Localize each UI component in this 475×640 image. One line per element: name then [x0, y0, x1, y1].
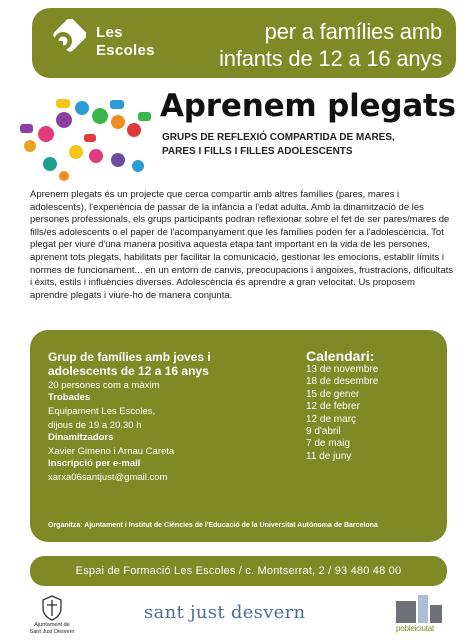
- ajuntament-logo: [18, 595, 86, 635]
- logo-line-2: Escoles: [96, 42, 155, 59]
- registration-label: Inscripció per e-mail: [48, 458, 141, 469]
- info-box: [30, 330, 447, 542]
- calendar-date: 12 de febrer: [306, 401, 360, 413]
- subtitle: [162, 131, 462, 159]
- pobleiciutat-wordmark: pobleiciutat: [396, 624, 435, 633]
- calendar-date: 11 de juny: [306, 450, 352, 462]
- group-title-line-2: adolescents de 12 a 16 anys: [48, 364, 209, 378]
- intro-paragraph: Aprenem plegats és un projecte que cerca compartir amb altres famílies (pares, mares i adolescents), l'experiència de passar de la infància a l'edat adulta. Amb la dinamització de les persones professionals, els grups participants podran reflexionar sobre el fet de ser pares/mares de fills/es adolescents o el paper de l'acompanyament que les famílies poden fer a l'adolescència. Tot plegat per viure d'una manera positiva aquesta etapa tant important en la vida de les persones, aprenent tots plegats, habilitats per facilitar la comunicació, gestionar les emocions, establir límits i normes de funcionament... en un entorn de canvis, preocupacions i angoixes, frustracions, dificultats i èxits, estils i influències diverses. Adolescència és aprendre a gran velocitat. Us proposem aprendre plegats i viure-ho de manera conjunta.: [30, 189, 453, 301]
- meetings-label: Trobades: [48, 392, 91, 403]
- group-title-line-1: Grup de famílies amb joves i: [48, 350, 211, 364]
- les-escoles-logo-icon: [40, 19, 86, 65]
- tagline-line-1: per a famílies amb: [264, 19, 442, 44]
- ajuntament-crest-icon: [41, 595, 63, 621]
- pobleiciutat-logo-icon: [396, 595, 442, 623]
- facilitators-label: Dinamitzadors: [48, 432, 114, 443]
- tagline-line-2: infants de 12 a 16 anys: [219, 46, 442, 71]
- ajuntament-text: [18, 622, 86, 635]
- header-banner: [32, 8, 456, 78]
- footer-contact-bar: Espai de Formació Les Escoles / c. Montserrat, 2 / 93 480 48 00: [30, 556, 447, 586]
- ajuntament-line-2: Sant Just Desvern: [29, 628, 75, 635]
- logo-text: [96, 24, 155, 60]
- meetings-time: dijous de 19 a 20.30 h: [48, 420, 142, 431]
- calendar: [306, 348, 436, 463]
- facilitators-names: Xavier Gimeno i Arnau Careta: [48, 446, 175, 457]
- ajuntament-line-1: Ajuntament de: [34, 622, 70, 628]
- logo-line-1: Les: [96, 24, 123, 41]
- registration-email[interactable]: xarxa06santjust@gmail.com: [48, 472, 168, 483]
- calendar-date: 7 de maig: [306, 438, 350, 450]
- calendar-date: 15 de gener: [306, 388, 360, 400]
- tagline: [219, 18, 442, 72]
- group-details: [48, 350, 273, 484]
- calendar-date: 18 de desembre: [306, 376, 379, 388]
- calendar-date: 9 d'abril: [306, 426, 341, 438]
- subtitle-line-1: GRUPS DE REFLEXIÓ COMPARTIDA DE MARES,: [162, 132, 395, 143]
- organizer-credit: Organitza: Ajuntament i Institut de Ciències de l'Educació de la Universitat Autònoma de Barcelona: [48, 522, 378, 529]
- calendar-title: Calendari:: [306, 348, 375, 364]
- subtitle-line-2: PARES I FILLS I FILLES ADOLESCENTS: [162, 146, 353, 157]
- group-capacity: 20 persones com a màxim: [48, 380, 160, 391]
- colorful-people-speech-bubbles-icon: [20, 94, 154, 186]
- meetings-place: Equipament Les Escoles,: [48, 406, 156, 417]
- calendar-date: 12 de març: [306, 413, 357, 425]
- calendar-date: 13 de novembre: [306, 364, 379, 375]
- sant-just-desvern-wordmark: sant just desvern: [144, 602, 306, 623]
- page-title: Aprenem plegats: [160, 88, 456, 124]
